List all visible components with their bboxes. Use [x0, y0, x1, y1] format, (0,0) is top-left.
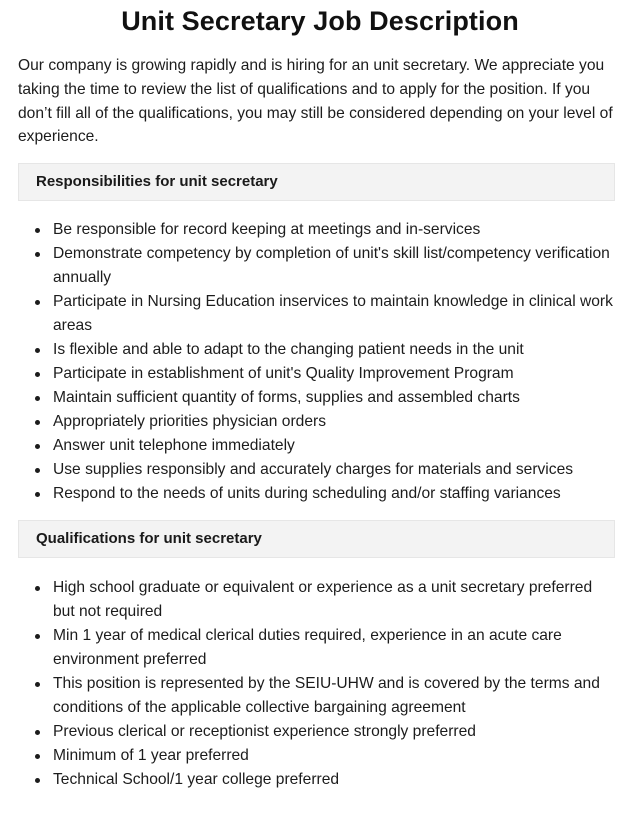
list-item-text: Answer unit telephone immediately [53, 437, 295, 454]
list-item-text: Technical School/1 year college preferred [53, 771, 340, 788]
list-item [18, 768, 618, 792]
list-item-text: Appropriately priorities physician orders [53, 413, 327, 430]
bullet-icon [35, 444, 40, 449]
qualifications-heading: Qualifications for unit secretary [18, 520, 615, 558]
list-item [18, 624, 618, 672]
page-title: Unit Secretary Job Description [121, 6, 519, 36]
list-item-text: This position is represented by the SEIU-UHW and is covered by the terms and conditions of the applicable collective bargaining agreement [53, 675, 600, 716]
responsibilities-heading: Responsibilities for unit secretary [18, 163, 615, 201]
list-item [18, 482, 618, 506]
list-item-text: Is flexible and able to adapt to the changing patient needs in the unit [53, 341, 524, 358]
bullet-icon [35, 348, 40, 353]
list-item-text: Respond to the needs of units during scheduling and/or staffing variances [53, 485, 561, 502]
bullet-icon [35, 634, 40, 639]
list-item [18, 218, 618, 242]
list-item [18, 410, 618, 434]
list-item-text: Be responsible for record keeping at meetings and in-services [53, 221, 481, 238]
responsibilities-list [18, 218, 618, 506]
list-item-text: Participate in Nursing Education inservices to maintain knowledge in clinical work areas [53, 293, 613, 334]
bullet-icon [35, 300, 40, 305]
list-item [18, 720, 618, 744]
list-item [18, 744, 618, 768]
bullet-icon [35, 492, 40, 497]
intro-paragraph: Our company is growing rapidly and is hiring for an unit secretary. We appreciate you taking the time to review the list of qualifications and to apply for the position. If you don’t fill all of the qualifications, you may still be considered depending on your level of experience. [18, 57, 613, 146]
bullet-icon [35, 468, 40, 473]
list-item-text: Demonstrate competency by completion of unit's skill list/competency verification annually [53, 245, 610, 286]
bullet-icon [35, 372, 40, 377]
bullet-icon [35, 586, 40, 591]
list-item [18, 458, 618, 482]
list-item [18, 672, 618, 720]
list-item [18, 242, 618, 290]
list-item-text: Use supplies responsibly and accurately charges for materials and services [53, 461, 574, 478]
list-item-text: Minimum of 1 year preferred [53, 747, 249, 764]
bullet-icon [35, 420, 40, 425]
list-item [18, 338, 618, 362]
list-item [18, 290, 618, 338]
list-item-text: Participate in establishment of unit's Quality Improvement Program [53, 365, 514, 382]
list-item [18, 362, 618, 386]
list-item [18, 434, 618, 458]
list-item [18, 386, 618, 410]
list-item-text: High school graduate or equivalent or experience as a unit secretary preferred but not required [53, 579, 593, 620]
bullet-icon [35, 778, 40, 783]
list-item [18, 576, 618, 624]
bullet-icon [35, 754, 40, 759]
bullet-icon [35, 228, 40, 233]
list-item-text: Previous clerical or receptionist experience strongly preferred [53, 723, 476, 740]
bullet-icon [35, 252, 40, 257]
bullet-icon [35, 730, 40, 735]
list-item-text: Maintain sufficient quantity of forms, supplies and assembled charts [53, 389, 520, 406]
bullet-icon [35, 682, 40, 687]
bullet-icon [35, 396, 40, 401]
list-item-text: Min 1 year of medical clerical duties required, experience in an acute care environment preferred [53, 627, 562, 668]
qualifications-list [18, 576, 618, 792]
